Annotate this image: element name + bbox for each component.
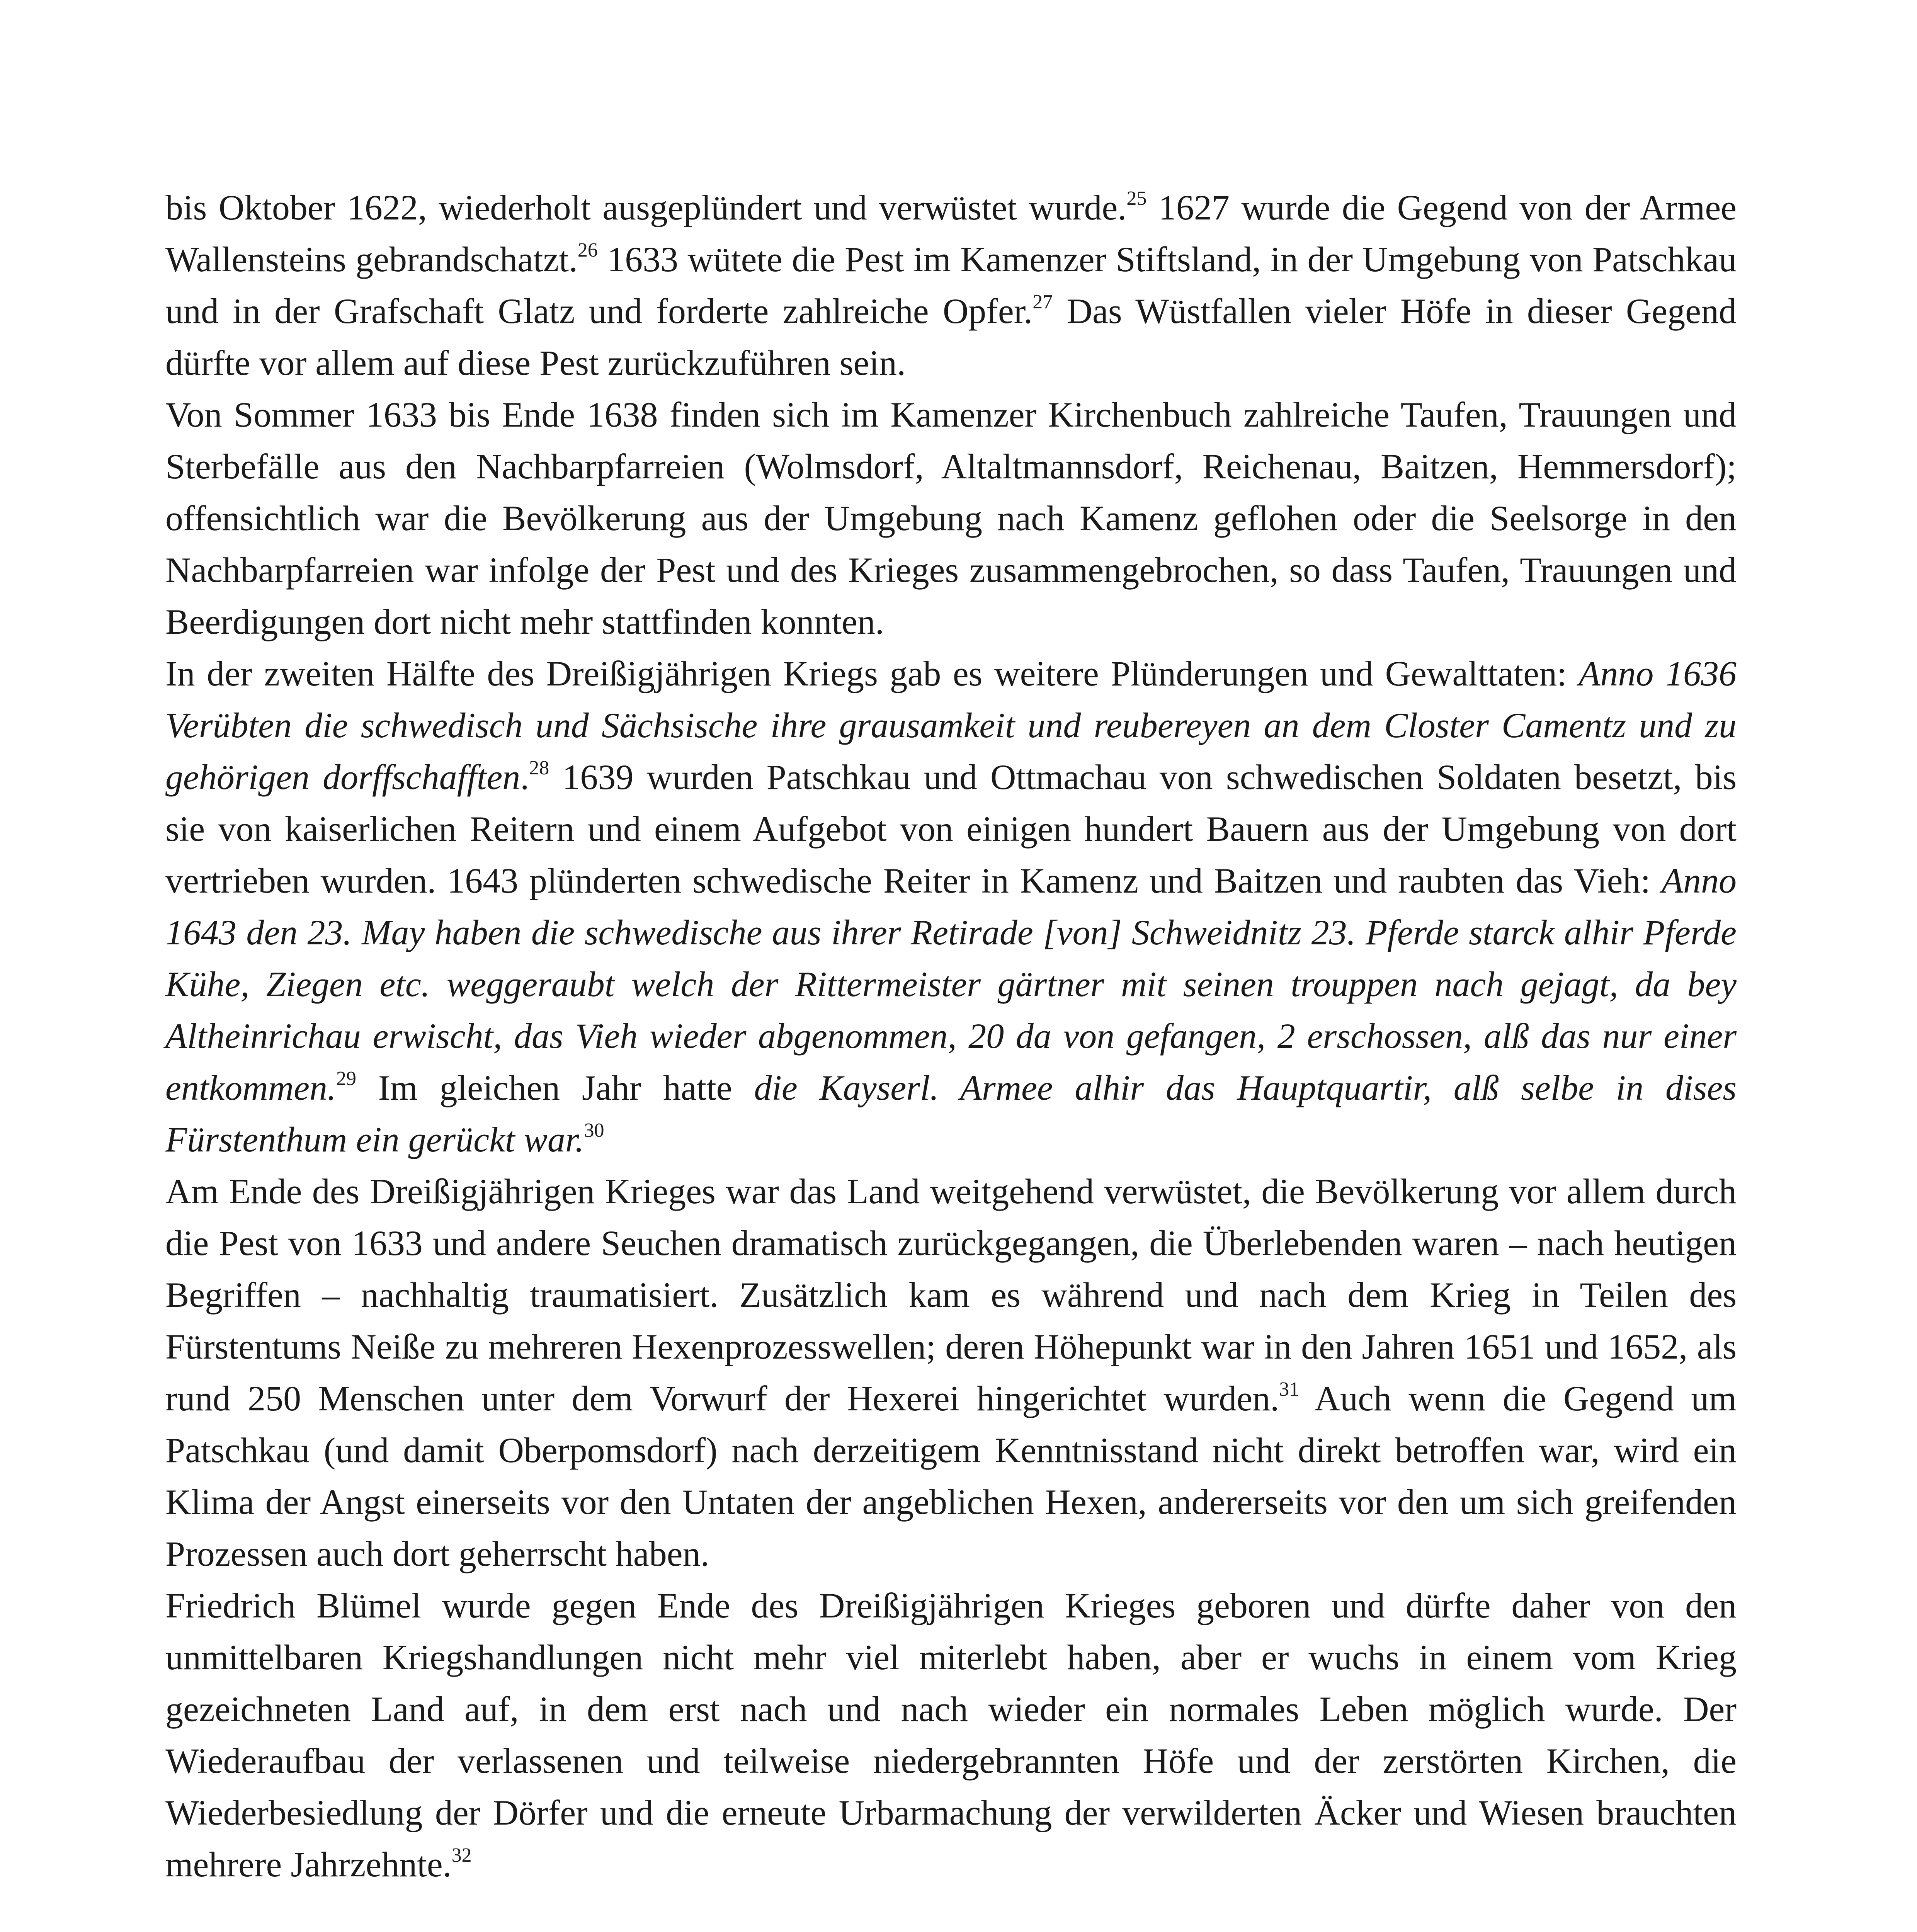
footnote-reference: 26 xyxy=(577,239,598,261)
text-run: bis Oktober 1622, wiederholt ausgeplündert und verwüstet wurde. xyxy=(165,188,1127,227)
text-run: Von Sommer 1633 bis Ende 1638 finden sich im Kamenzer Kirchenbuch zahlreiche Taufen, Trauungen und Sterbefälle aus den Nachbarpfarreien (Wolmsdorf, Altaltmannsdorf, Reichenau, Baitzen, Hemmersdorf); offensichtlich war die Bevölkerung aus der Umgebung nach Kamenz geflohen oder die Seelsorge in den Nachbarpfarreien war infolge der Pest und des Krieges zusammengebrochen, so dass Taufen, Trauungen und Beerdigungen dort nicht mehr stattfinden konnten. xyxy=(165,395,1737,641)
footnote-reference: 30 xyxy=(584,1119,604,1141)
footnote-reference: 25 xyxy=(1126,187,1147,209)
paragraph xyxy=(165,389,1737,648)
quotation: die Kayserl. Armee alhir das Hauptquartir, alß selbe in dises Fürstenthum ein gerückt war. xyxy=(165,1068,1737,1159)
footnote-reference: 32 xyxy=(451,1844,472,1866)
text-run: Auch wenn die Gegend um Patschkau (und damit Oberpomsdorf) nach derzeitigem Kenntnisstand nicht direkt betroffen war, wird ein Klima der Angst einerseits vor den Untaten der angeblichen Hexen, andererseits vor den um sich greifenden Prozessen auch dort geherrscht haben. xyxy=(165,1379,1737,1573)
text-run: Das Wüstfallen vieler Höfe in dieser Gegend dürfte vor allem auf diese Pest zurückzuführen sein. xyxy=(165,291,1737,383)
quotation: Anno 1643 den 23. May haben die schwedische aus ihrer Retirade [von] Schweidnitz 23. Pferde starck alhir Pferde Kühe, Ziegen etc. weggeraubt welch der Rittermeister gärtner mit seinen trouppen nach gejagt, da bey Altheinrichau erwischt, das Vieh wieder abgenommen, 20 da von gefangen, 2 erschossen, alß das nur einer entkommen. xyxy=(165,861,1737,1107)
text-run: Im gleichen Jahr hatte xyxy=(356,1068,754,1107)
text-run: 1639 wurden Patschkau und Ottmachau von schwedischen Soldaten besetzt, bis sie von kaiserlichen Reitern und einem Aufgebot von einigen hundert Bauern aus der Umgebung von dort vertrieben wurden. 1643 plünderten schwedische Reiter in Kamenz und Baitzen und raubten das Vieh: xyxy=(165,757,1737,900)
paragraph xyxy=(165,1580,1737,1890)
footnote-reference: 27 xyxy=(1032,291,1053,313)
text-run: In der zweiten Hälfte des Dreißigjährigen Kriegs gab es weitere Plünderungen und Gewalttaten: xyxy=(165,654,1579,693)
text-run: 1627 wurde die Gegend von der Armee Wallensteins gebrandschatzt. xyxy=(165,188,1737,279)
text-run: Am Ende des Dreißigjährigen Krieges war das Land weitgehend verwüstet, die Bevölkerung vor allem durch die Pest von 1633 und andere Seuchen dramatisch zurückgegangen, die Überlebenden waren – nach heutigen Begriffen – nachhaltig traumatisiert. Zusätzlich kam es während und nach dem Krieg in Teilen des Fürstentums Neiße zu mehreren Hexenprozesswellen; deren Höhepunkt war in den Jahren 1651 und 1652, als rund 250 Menschen unter dem Vorwurf der Hexerei hingerichtet wurden. xyxy=(165,1172,1737,1418)
text-run: . xyxy=(520,757,529,797)
main-text xyxy=(165,182,1737,1890)
text-run: 1633 wütete die Pest im Kamenzer Stiftsland, in der Umgebung von Patschkau und in der Grafschaft Glatz und forderte zahlreiche Opfer. xyxy=(165,240,1737,331)
quotation: Anno 1636 Verübten die schwedisch und Sächsische ihre grausamkeit und reubereyen an dem Closter Camentz und zu gehörigen dorffschafften xyxy=(165,654,1737,797)
paragraph xyxy=(165,1165,1737,1580)
text-run: Friedrich Blümel wurde gegen Ende des Dreißigjährigen Krieges geboren und dürfte daher von den unmittelbaren Kriegshandlungen nicht mehr viel miterlebt haben, aber er wuchs in einem vom Krieg gezeichneten Land auf, in dem erst nach und nach wieder ein normales Leben möglich wurde. Der Wiederaufbau der verlassenen und teilweise niedergebrannten Höfe und der zerstörten Kirchen, die Wiederbesiedlung der Dörfer und die erneute Urbarmachung der verwilderten Äcker und Wiesen brauchten mehrere Jahrzehnte. xyxy=(165,1586,1737,1884)
footnote-reference: 29 xyxy=(336,1068,356,1090)
paragraph xyxy=(165,648,1737,1165)
footnote-reference: 31 xyxy=(1279,1378,1300,1400)
paragraph xyxy=(165,182,1737,389)
footnote-reference: 28 xyxy=(529,757,549,779)
